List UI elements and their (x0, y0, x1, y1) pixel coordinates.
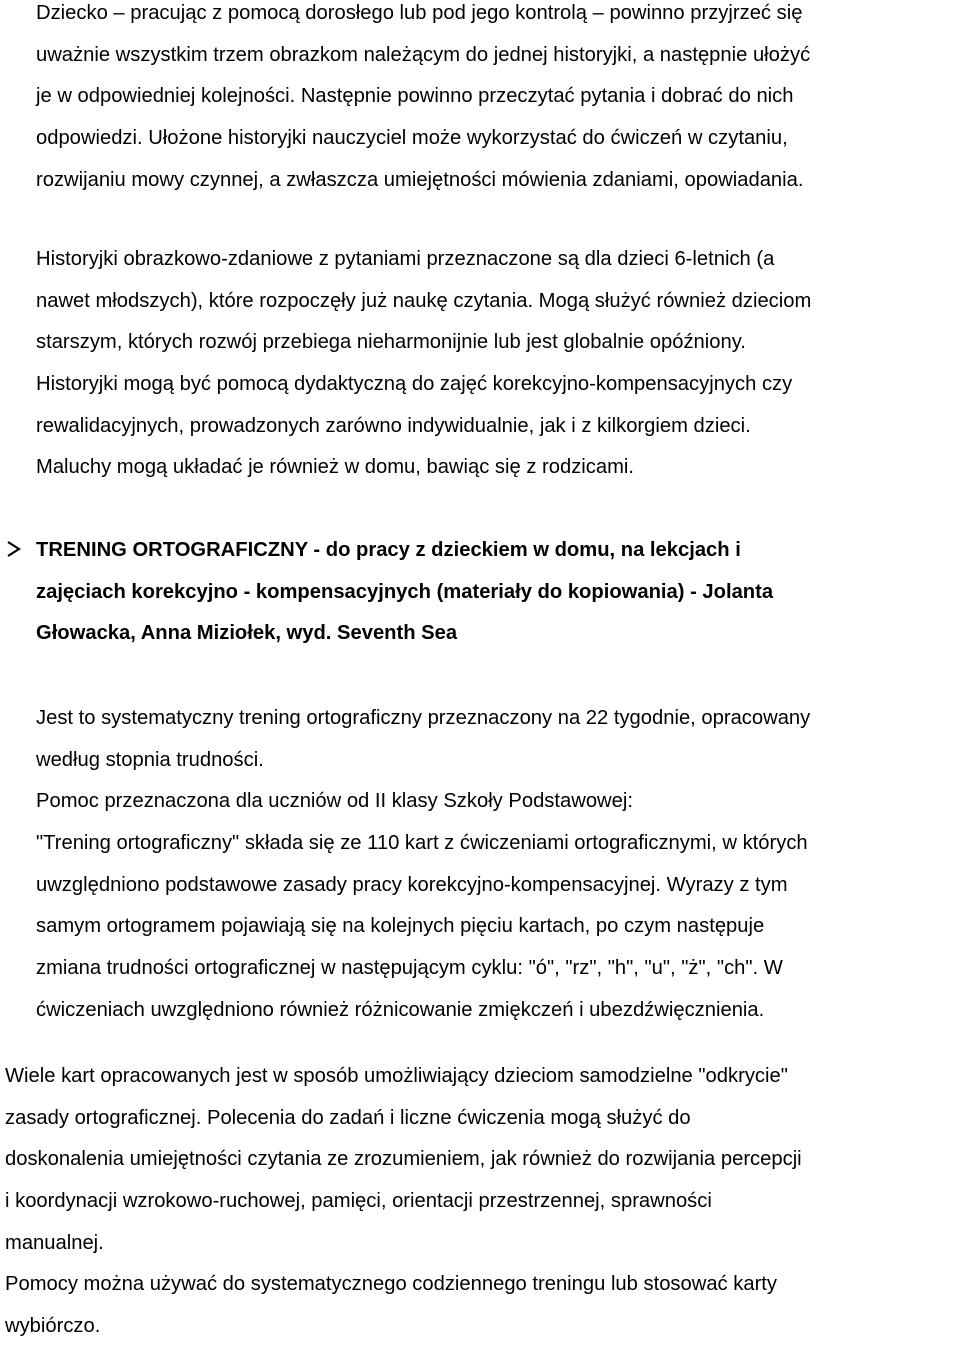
text-line: zmiana trudności ortograficznej w następującym cyklu: "ó", "rz", "h", "u", "ż", "ch". W (36, 957, 783, 980)
text-line: Historyjki mogą być pomocą dydaktyczną do zajęć korekcyjno-kompensacyjnych czy (36, 373, 793, 396)
text-line: uważnie wszystkim trzem obrazkom należącym do jednej historyjki, a następnie ułożyć (36, 43, 811, 66)
text-line: ćwiczeniach uwzględniono również różnicowanie zmiękczeń i ubezdźwięcznienia. (36, 998, 765, 1021)
text-line: i koordynacji wzrokowo-ruchowej, pamięci, orientacji przestrzennej, sprawności (5, 1190, 712, 1213)
text-line: nawet młodszych), które rozpoczęły już naukę czytania. Mogą służyć również dzieciom (36, 289, 812, 312)
text-line: Pomoc przeznaczona dla uczniów od II klasy Szkoły Podstawowej: (36, 790, 633, 813)
text-line: je w odpowiedniej kolejności. Następnie powinno przeczytać pytania i dobrać do nich (36, 85, 794, 108)
text-line: "Trening ortograficzny" składa się ze 110 kart z ćwiczeniami ortograficznymi, w których (36, 832, 808, 855)
text-line: manualnej. (5, 1231, 104, 1254)
title-line: Głowacka, Anna Miziołek, wyd. Seventh Sea (36, 622, 458, 645)
product-title (36, 530, 773, 655)
closing-paragraph (5, 1056, 802, 1348)
text-line: Dziecko – pracując z pomocą dorosłego lub pod jego kontrolą – powinno przyjrzeć się (36, 2, 803, 24)
text-line: odpowiedzi. Ułożone historyjki nauczyciel może wykorzystać do ćwiczeń w czytaniu, (36, 127, 788, 150)
text-line: zasady ortograficznej. Polecenia do zadań i liczne ćwiczenia mogą służyć do (5, 1106, 691, 1129)
text-line: doskonalenia umiejętności czytania ze zrozumieniem, jak również do rozwijania percepcji (5, 1148, 802, 1171)
arrowhead-bullet-icon (6, 540, 22, 558)
text-line: Pomocy można używać do systematycznego codziennego treningu lub stosować karty (5, 1273, 778, 1296)
text-line: Maluchy mogą układać je również w domu, bawiąc się z rodzicami. (36, 456, 635, 479)
description-paragraph (36, 239, 811, 489)
text-line: Wiele kart opracowanych jest w sposób umożliwiający dzieciom samodzielne "odkrycie" (5, 1065, 788, 1087)
text-line: starszym, których rozwój przebiega nieharmonijnie lub jest globalnie opóźniony. (36, 331, 746, 354)
title-line: zajęciach korekcyjno - kompensacyjnych (materiały do kopiowania) - Jolanta (36, 580, 774, 603)
text-line: rewalidacyjnych, prowadzonych zarówno indywidualnie, jak i z kilkorgiem dzieci. (36, 414, 751, 437)
product-description (36, 698, 810, 1032)
text-line: samym ortogramem pojawiają się na kolejnych pięciu kartach, po czym następuje (36, 915, 765, 938)
text-line: rozwijaniu mowy czynnej, a zwłaszcza umiejętności mówienia zdaniami, opowiadania. (36, 168, 804, 191)
text-line: uwzględniono podstawowe zasady pracy korekcyjno-kompensacyjnej. Wyrazy z tym (36, 873, 788, 896)
text-line: wybiórczo. (5, 1315, 101, 1338)
text-line: Jest to systematyczny trening ortograficzny przeznaczony na 22 tygodnie, opracowany (36, 707, 811, 729)
intro-paragraph (36, 0, 810, 201)
text-line: Historyjki obrazkowo-zdaniowe z pytaniami przeznaczone są dla dzieci 6-letnich (a (36, 248, 775, 270)
title-line: TRENING ORTOGRAFICZNY - do pracy z dzieckiem w domu, na lekcjach i (36, 539, 741, 561)
text-line: według stopnia trudności. (36, 748, 264, 771)
